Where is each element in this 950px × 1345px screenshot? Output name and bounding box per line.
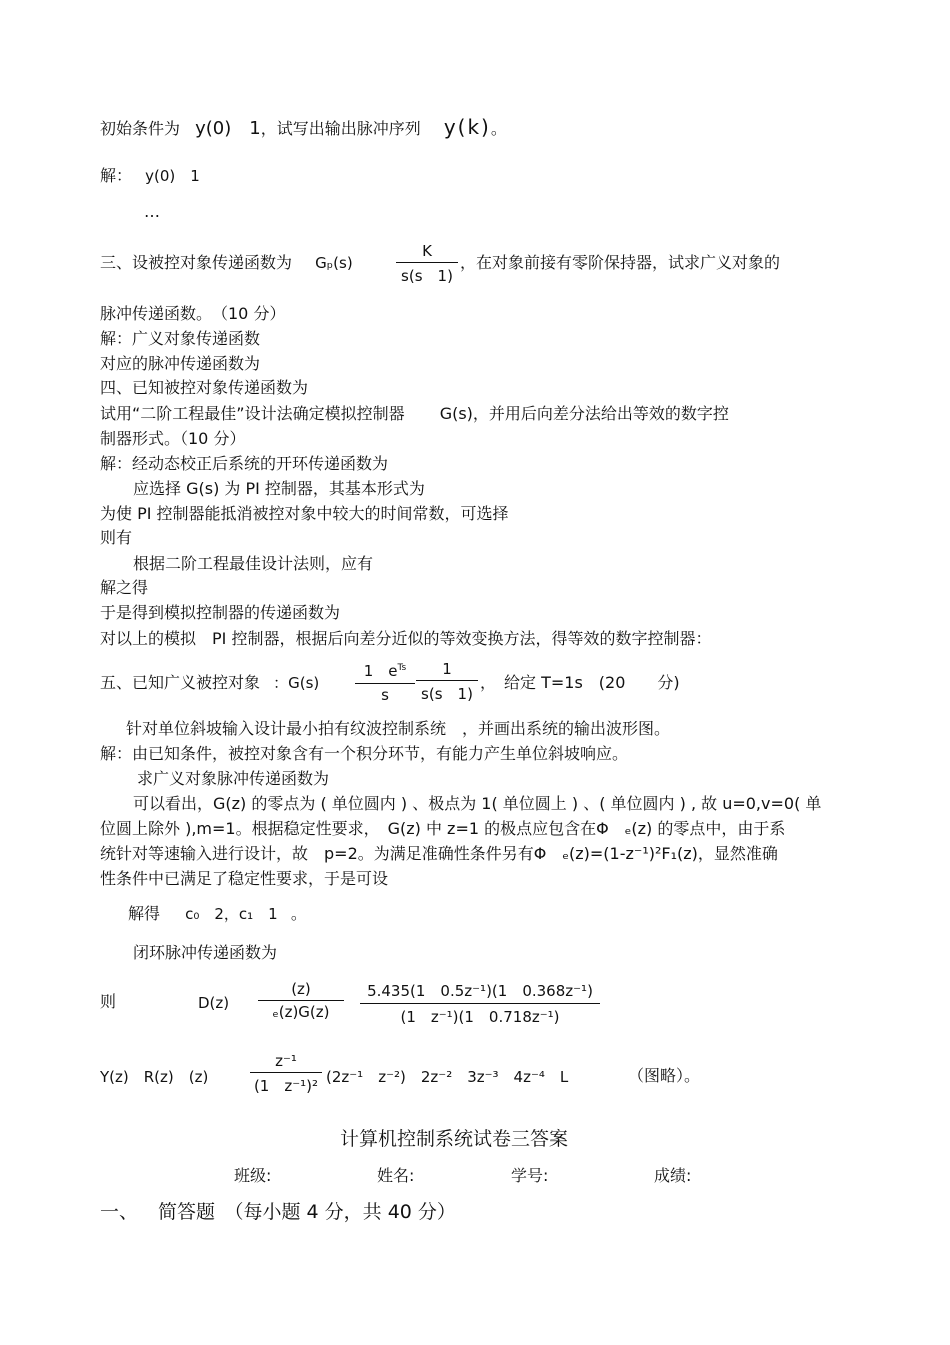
q5-heading: 五、已知广义被控对象 ：G(s): [100, 673, 320, 692]
text-line: 为使 PI 控制器能抵消被控对象中较大的时间常数，可选择: [100, 504, 509, 523]
text-line: 性条件中已满足了稳定性要求，于是可设: [100, 869, 389, 888]
text-line: 解： y(0) 1: [100, 166, 200, 185]
text-line: 闭环脉冲传递函数为: [133, 943, 278, 962]
score-label: 成绩:: [654, 1166, 692, 1185]
text-line: 制器形式。（10 分）: [100, 429, 246, 448]
q4-heading: 四、已知被控对象传递函数为: [100, 378, 309, 397]
text-line: 解之得: [100, 578, 149, 597]
text-line: 则有: [100, 528, 133, 547]
fraction-denominator: s: [381, 686, 389, 704]
name-label: 姓名:: [377, 1166, 415, 1185]
fraction-denominator: s(s 1): [401, 267, 453, 285]
text-line: 脉冲传递函数。 （10 分）: [100, 304, 286, 323]
dz-fraction-1: [258, 980, 344, 1021]
q5-fraction-2: [416, 660, 478, 704]
dz-fraction-2: [360, 980, 600, 1027]
exam-title: 计算机控制系统试卷三答案: [340, 1128, 569, 1150]
section-number: 一、: [100, 1201, 139, 1223]
text-line: 初始条件为 y(0) 1，试写出输出脉冲序列 y(k)。: [100, 115, 507, 139]
equation-lhs: Y(z) R(z) (z): [100, 1068, 209, 1086]
student-id-label: 学号:: [511, 1166, 549, 1185]
fraction-denominator: ₑ(z)G(z): [272, 1003, 330, 1021]
text-line: 可以看出，G(z) 的零点为 ( 单位圆内 ) 、极点为 1( 单位圆上 ) 、( 单位圆内 ) , 故 u=0,v=0( 单: [133, 794, 822, 813]
q5-fraction-1: [355, 660, 415, 704]
text-line: 对应的脉冲传递函数为: [100, 354, 261, 373]
text-line: 针对单位斜坡输入设计最小拍有纹波控制系统 ，并画出系统的输出波形图。: [126, 719, 671, 738]
q3-line: 三、设被控对象传递函数为 Gₚ(s): [100, 253, 353, 272]
text-line: （图略）。: [628, 1066, 701, 1085]
text-line: 试用“二阶工程最佳”设计法确定模拟控制器 G(s)，并用后向差分法给出等效的数字控: [100, 404, 729, 423]
fraction-numerator: z⁻¹: [250, 1052, 322, 1073]
equation-lhs: D(z): [198, 994, 230, 1012]
q3-fraction: [396, 242, 458, 286]
text-line: 求广义对象脉冲传递函数为: [137, 769, 330, 788]
fraction-numerator: 1: [416, 660, 478, 681]
text-line: 解：经动态校正后系统的开环传递函数为: [100, 454, 389, 473]
fraction-denominator: s(s 1): [421, 685, 473, 703]
equation-rhs: (2z⁻¹ z⁻²) 2z⁻² 3z⁻³ 4z⁻⁴ L: [326, 1068, 569, 1086]
text-line: 位圆上除外 ),m=1。根据稳定性要求， G(z) 中 z=1 的极点应包含在Φ ₑ(z) 的零点中，由于系: [100, 819, 786, 838]
text-line: 解：由已知条件，被控对象含有一个积分环节，有能力产生单位斜坡响应。: [100, 744, 629, 763]
fraction-numerator: 1 $e^{Ts}$: [355, 660, 415, 684]
fraction-numerator: (z): [258, 980, 344, 1001]
text-line: 解得 c₀ 2，c₁ 1 。: [128, 904, 307, 923]
text-line: 根据二阶工程最佳设计法则，应有: [133, 554, 374, 573]
text-line: 统针对等速输入进行设计，故 p=2。为满足准确性条件另有Φ ₑ(z)=(1-z⁻¹)²F₁(z)，显然准确: [100, 844, 778, 863]
text-line: 于是得到模拟控制器的传递函数为: [100, 603, 341, 622]
class-label: 班级:: [234, 1166, 272, 1185]
yz-fraction: [250, 1052, 322, 1096]
fraction-denominator: (1 z⁻¹)(1 0.718z⁻¹): [400, 1008, 560, 1026]
fraction-numerator: 5.435(1 0.5z⁻¹)(1 0.368z⁻¹): [360, 980, 600, 1004]
text-line: ， 给定 T=1s (20 分): [480, 673, 680, 692]
text-line: 则: [100, 992, 117, 1011]
text-line: 对以上的模拟 PI 控制器，根据后向差分近似的等效变换方法，得等效的数字控制器：: [100, 629, 712, 648]
fraction-denominator: (1 z⁻¹)²: [253, 1077, 319, 1095]
text-line: 解：广义对象传递函数: [100, 329, 261, 348]
section-heading: 简答题 （每小题 4 分，共 40 分）: [158, 1201, 456, 1223]
text-line: ，在对象前接有零阶保持器，试求广义对象的: [460, 253, 781, 272]
ellipsis: …: [144, 202, 160, 221]
text-line: 应选择 G(s) 为 PI 控制器，其基本形式为: [133, 479, 425, 498]
fraction-numerator: K: [396, 242, 458, 263]
